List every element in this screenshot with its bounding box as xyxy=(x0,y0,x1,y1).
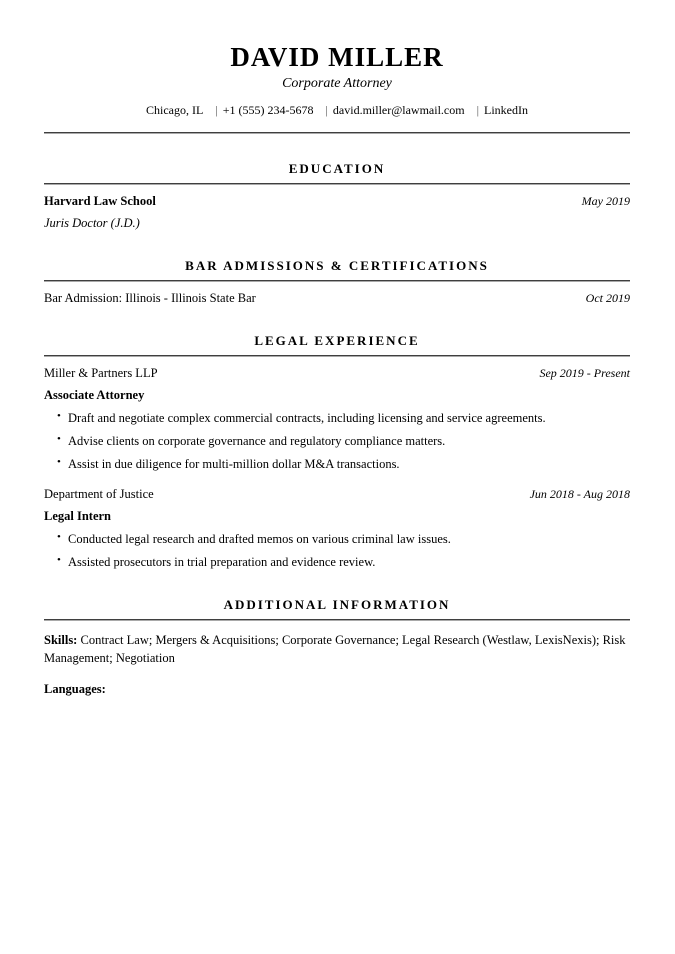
bar-admission-text: Bar Admission: Illinois - Illinois State Bar xyxy=(44,291,256,306)
contact-linkedin-link[interactable]: LinkedIn xyxy=(484,103,528,118)
experience-entry-row xyxy=(44,366,630,381)
resume-header xyxy=(44,42,630,134)
bar-admissions-divider xyxy=(44,280,630,282)
experience-date: Jun 2018 - Aug 2018 xyxy=(529,487,630,502)
experience-bullet: • Assist in due diligence for multi-million dollar M&A transactions. xyxy=(44,456,630,472)
contact-email: david.miller@lawmail.com xyxy=(332,103,465,118)
experience-role: Associate Attorney xyxy=(44,388,145,403)
languages-label: Languages: xyxy=(44,682,106,697)
experience-role: Legal Intern xyxy=(44,509,112,524)
contact-separator: | xyxy=(325,103,328,118)
experience-date: Sep 2019 - Present xyxy=(539,366,630,381)
experience-entry xyxy=(44,487,630,570)
bar-admissions-heading: BAR ADMISSIONS & CERTIFICATIONS xyxy=(185,258,489,274)
education-entry xyxy=(44,194,630,231)
contact-separator: | xyxy=(215,103,218,118)
contact-line xyxy=(44,103,630,118)
education-entry-row xyxy=(44,194,630,209)
bar-admission-entry xyxy=(44,291,630,306)
experience-entry-row xyxy=(44,487,630,502)
experience-bullet: • Assisted prosecutors in trial preparation and evidence review. xyxy=(44,554,630,570)
candidate-name: DAVID MILLER xyxy=(230,42,444,72)
experience-entry xyxy=(44,366,630,472)
skills-label: Skills: xyxy=(44,633,78,648)
section-additional-information xyxy=(44,597,630,698)
skills-paragraph xyxy=(44,631,630,667)
bar-admission-entry-row xyxy=(44,291,630,306)
experience-bullet: • Conducted legal research and drafted memos on various criminal law issues. xyxy=(44,531,630,547)
bar-admission-date: Oct 2019 xyxy=(585,291,630,306)
additional-information-divider xyxy=(44,619,630,621)
contact-location: Chicago, IL xyxy=(146,103,204,118)
education-date: May 2019 xyxy=(581,194,630,209)
education-degree: Juris Doctor (J.D.) xyxy=(44,216,140,231)
contact-separator: | xyxy=(476,103,479,118)
legal-experience-heading: LEGAL EXPERIENCE xyxy=(254,333,420,349)
candidate-job-title: Corporate Attorney xyxy=(282,76,392,92)
header-divider xyxy=(44,132,630,134)
experience-bullet: • Draft and negotiate complex commercial contracts, including licensing and service agreements. xyxy=(44,410,630,426)
languages-paragraph xyxy=(44,680,630,698)
skills-text: Contract Law; Mergers & Acquisitions; Corporate Governance; Legal Research (Westlaw, LexisNexis); Risk Management; Negotiation xyxy=(44,633,626,666)
experience-company: Miller & Partners LLP xyxy=(44,366,158,381)
experience-bullet-list xyxy=(44,531,630,570)
experience-bullet: • Advise clients on corporate governance and regulatory compliance matters. xyxy=(44,433,630,449)
section-education xyxy=(44,161,630,231)
education-heading: EDUCATION xyxy=(288,161,386,177)
experience-company: Department of Justice xyxy=(44,487,154,502)
section-legal-experience xyxy=(44,333,630,570)
experience-bullet-list xyxy=(44,410,630,472)
legal-experience-divider xyxy=(44,355,630,357)
contact-phone: +1 (555) 234-5678 xyxy=(222,103,314,118)
additional-information-heading: ADDITIONAL INFORMATION xyxy=(223,597,451,613)
education-institution: Harvard Law School xyxy=(44,194,156,209)
education-divider xyxy=(44,183,630,185)
section-bar-admissions xyxy=(44,258,630,306)
